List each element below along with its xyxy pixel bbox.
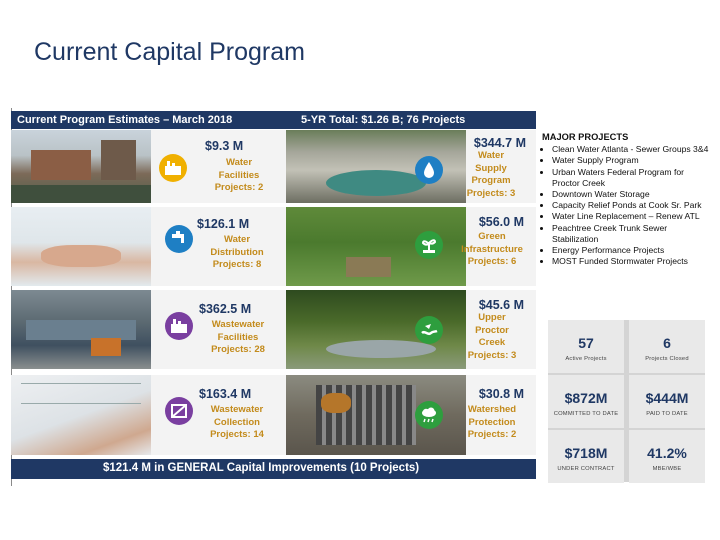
label-wastewater-collection: Wastewater Collection Projects: 14 (210, 404, 264, 440)
creek-icon (415, 316, 443, 344)
list-item: • MOST Funded Stormwater Projects (552, 256, 714, 267)
stat-active-projects: 57 Active Projects (548, 320, 624, 373)
green-infrastructure-panel (461, 207, 536, 286)
list-item: • Water Supply Program (552, 155, 714, 166)
header-total: 5-YR Total: $1.26 B; 76 Projects (301, 114, 466, 126)
stat-mbe-wbe: 41.2% MBE/WBE (629, 430, 705, 483)
water-distribution-panel (151, 207, 286, 286)
label-wastewater-facilities: Wastewater Facilities Projects: 28 (211, 319, 265, 355)
list-item: • Downtown Water Storage (552, 189, 714, 200)
factory-icon (159, 154, 187, 182)
list-item: • Water Line Replacement – Renew ATL (552, 211, 714, 222)
amount-water-facilities: $9.3 M (205, 139, 244, 153)
stat-projects-closed: 6 Projects Closed (629, 320, 705, 373)
blueprint-hands-photo (11, 375, 151, 455)
list-item: • Peachtree Creek Trunk Sewer Stabilization (552, 223, 714, 245)
amount-wastewater-collection: $163.4 M (199, 387, 252, 401)
amount-upper-proctor-creek: $45.6 M (478, 298, 524, 312)
water-supply-panel (466, 130, 536, 203)
plant-hand-icon (415, 231, 443, 259)
category-row-4 (11, 375, 536, 455)
list-item: • Clean Water Atlanta - Sewer Groups 3&4 (552, 144, 714, 155)
general-improvements-text: $121.4 M in GENERAL Capital Improvements (10 Projects) (103, 462, 420, 474)
stats-grid (548, 320, 705, 482)
water-facilities-panel (151, 130, 286, 203)
amount-water-supply: $344.7 M (473, 136, 526, 150)
major-projects-heading: MAJOR PROJECTS (542, 132, 629, 142)
stat-under-contract: $718M UNDER CONTRACT (548, 430, 624, 483)
label-upper-proctor-creek: Upper Proctor Creek Projects: 3 (467, 312, 517, 361)
list-item: • Urban Waters Federal Program for Proctor Creek (552, 167, 714, 189)
stat-paid-to-date: $444M PAID TO DATE (629, 375, 705, 428)
wastewater-facilities-panel (151, 290, 286, 369)
list-item: • Energy Performance Projects (552, 245, 714, 256)
amount-water-distribution: $126.1 M (197, 217, 250, 231)
category-row-1 (11, 130, 536, 203)
list-item: • Capacity Relief Ponds at Cook Sr. Park (552, 200, 714, 211)
label-water-facilities: Water Facilities Projects: 2 (214, 157, 264, 193)
wastewater-plant-photo (11, 290, 151, 369)
label-water-distribution: Water Distribution Projects: 8 (210, 234, 264, 270)
water-drop-icon (415, 156, 443, 184)
water-facility-photo (11, 130, 151, 203)
factory-icon (165, 312, 193, 340)
category-row-3 (11, 290, 536, 369)
slide-title: Current Capital Program (34, 38, 305, 66)
general-improvements-bar (11, 459, 536, 479)
upper-proctor-creek-panel (466, 290, 536, 369)
category-row-2 (11, 207, 536, 286)
amount-green-infrastructure: $56.0 M (478, 215, 524, 229)
amount-watershed-protection: $30.8 M (478, 387, 524, 401)
amount-wastewater-facilities: $362.5 M (199, 302, 252, 316)
label-watershed-protection: Watershed Protection Projects: 2 (467, 404, 517, 440)
header-estimates: Current Program Estimates – March 2018 (17, 114, 233, 126)
program-header-bar (11, 111, 536, 129)
pipe-icon (165, 397, 193, 425)
label-water-supply: Water Supply Program Projects: 3 (466, 150, 516, 199)
major-projects-list (536, 132, 714, 267)
watershed-protection-panel (466, 375, 536, 455)
label-green-infrastructure: Green Infrastructure Projects: 6 (461, 231, 523, 267)
faucet-icon (165, 225, 193, 253)
rain-cloud-icon (415, 401, 443, 429)
hands-water-photo (11, 207, 151, 286)
stat-committed-to-date: $872M COMMITTED TO DATE (548, 375, 624, 428)
wastewater-collection-panel (151, 375, 286, 455)
